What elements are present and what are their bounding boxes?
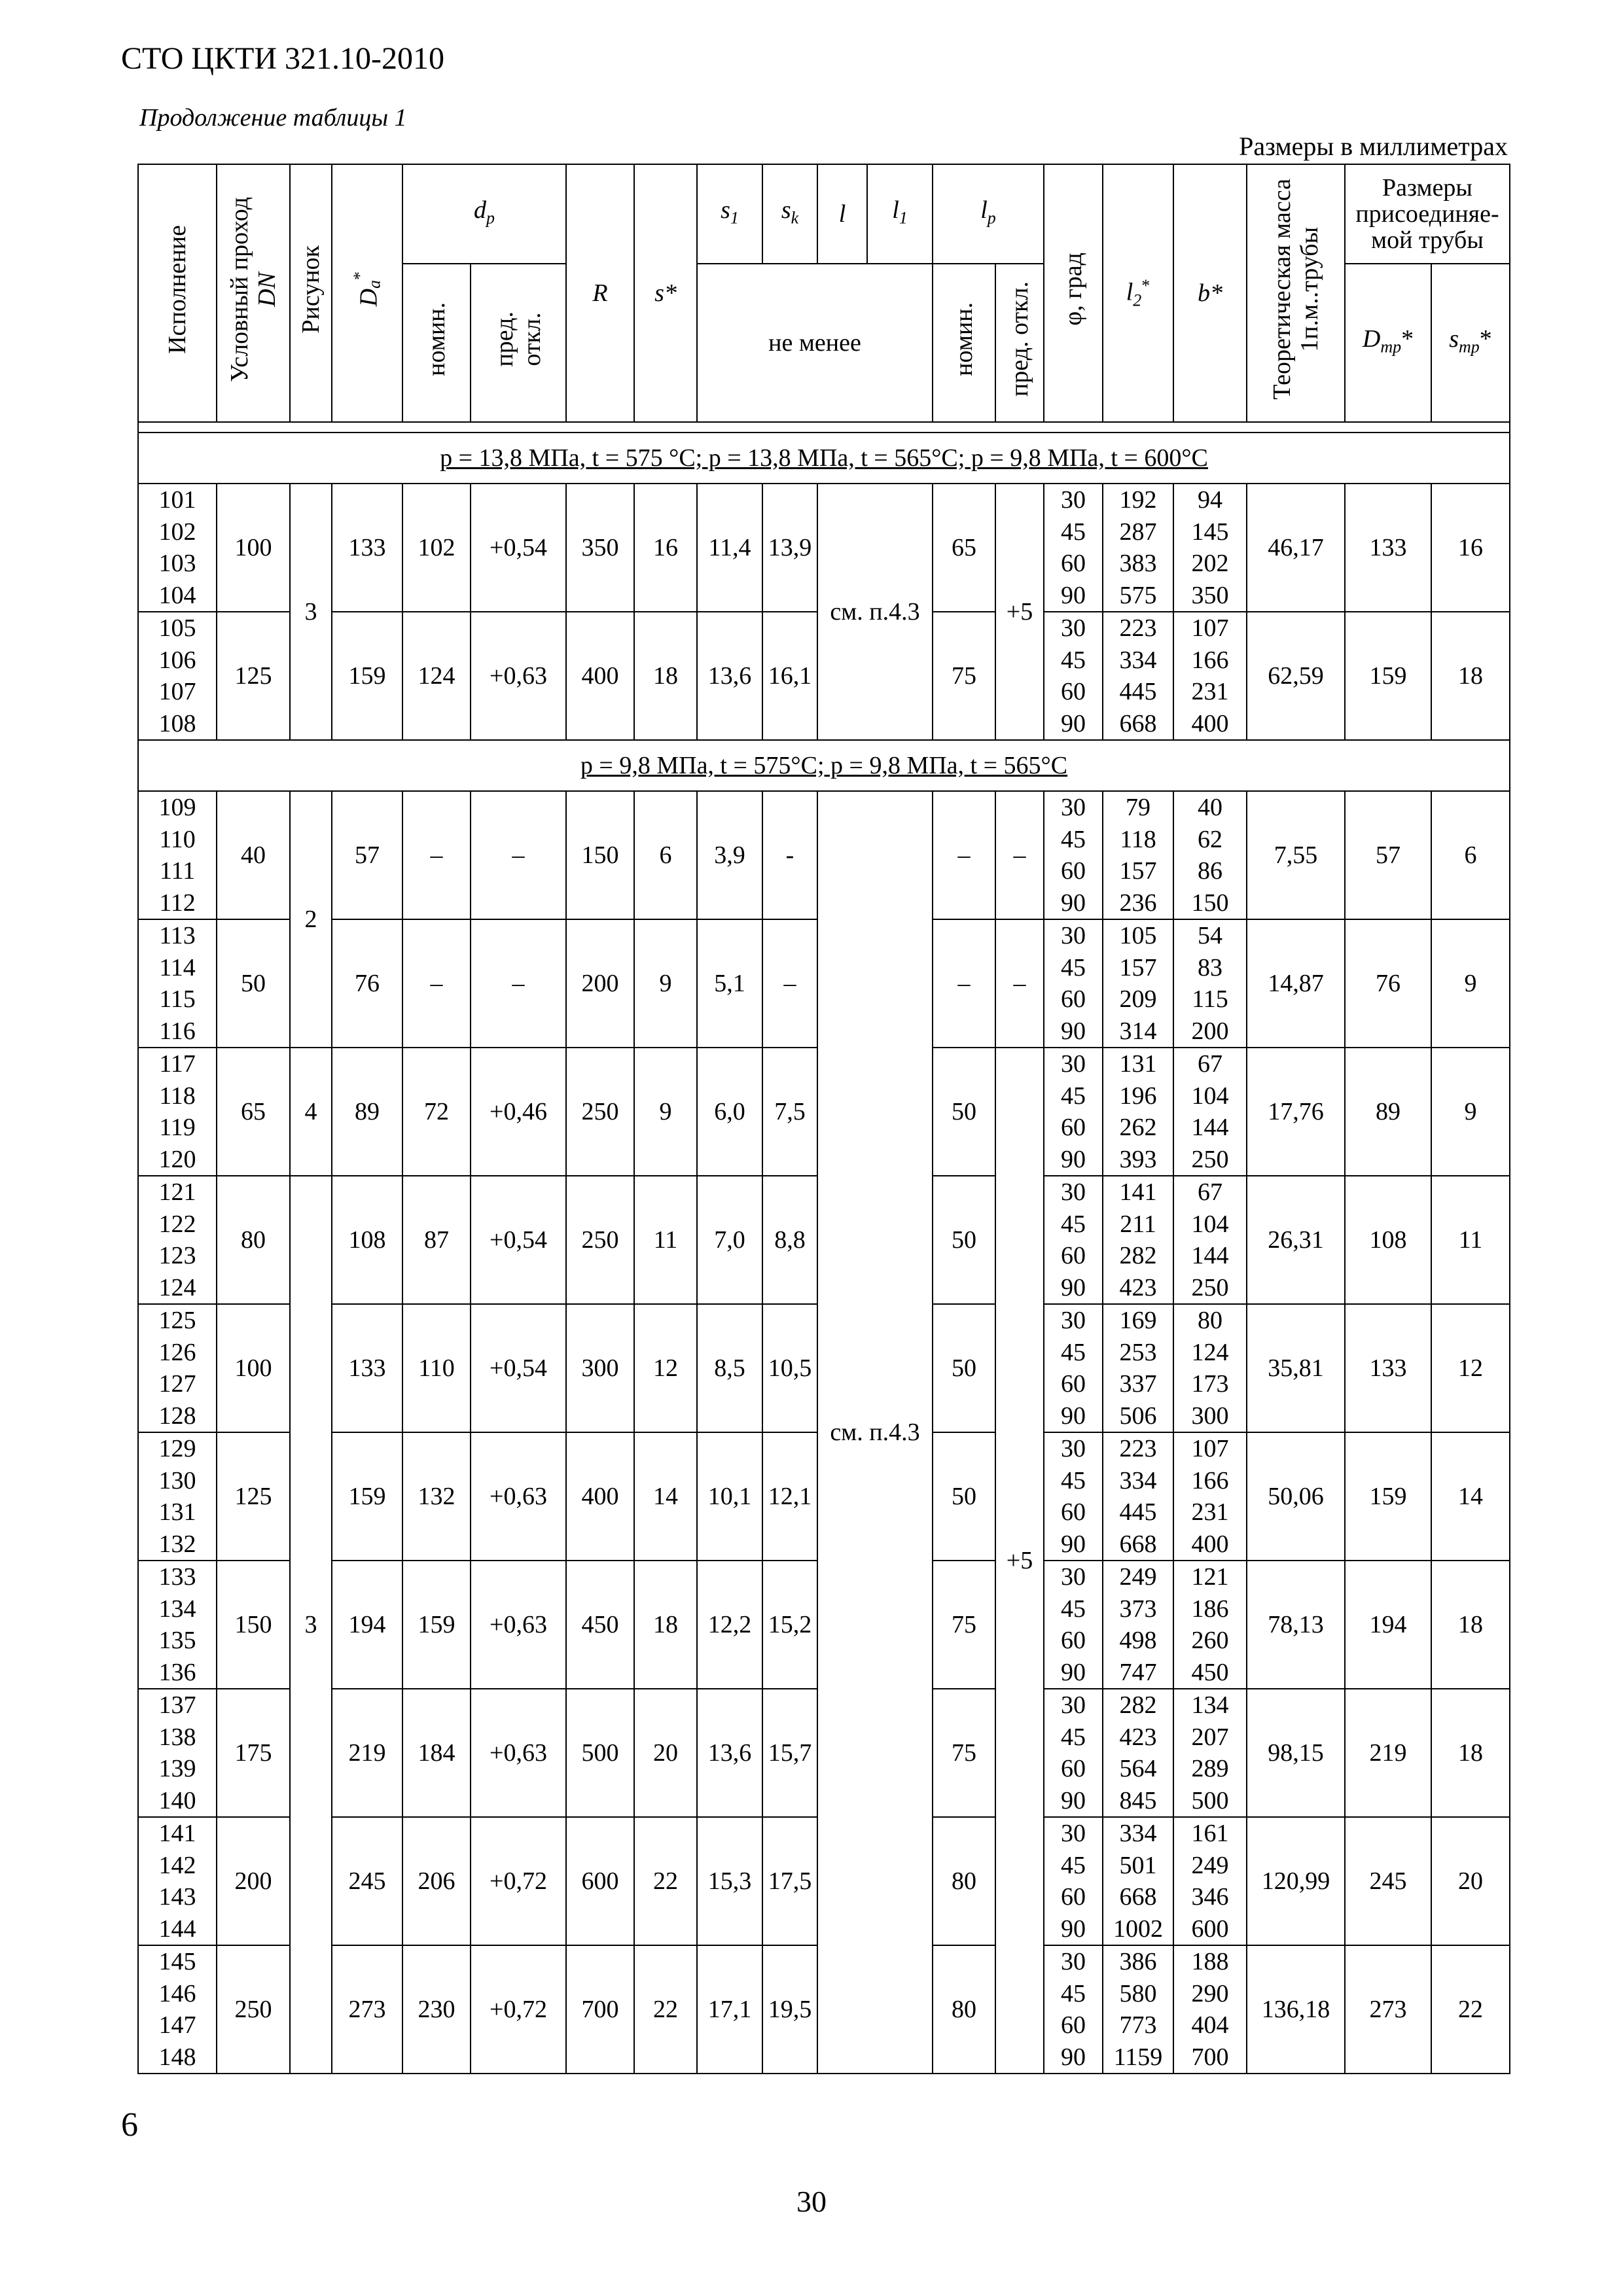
col-lp-dev: пред. откл. (995, 264, 1044, 422)
dn-cell: 150 (217, 1561, 290, 1689)
col-l1: $l_1$ (867, 164, 933, 264)
col-lp: $l_p$ (933, 164, 1044, 264)
str-cell: 22 (1431, 1945, 1510, 2074)
str-cell: 18 (1431, 1561, 1510, 1689)
phi-cell: 30 45 60 90 (1044, 1689, 1103, 1817)
l2-cell: 334 501 668 1002 (1103, 1817, 1173, 1945)
dp-dev-cell: +0,54 (471, 1304, 566, 1432)
dp-dev-cell: +0,63 (471, 1689, 566, 1817)
b-cell: 94 145 202 350 (1173, 484, 1247, 612)
b-cell: 134 207 289 500 (1173, 1689, 1247, 1817)
dn-cell: 125 (217, 612, 290, 740)
mass-cell: 50,06 (1247, 1432, 1345, 1561)
col-figure: Рисунок (290, 164, 332, 422)
mass-cell: 7,55 (1247, 791, 1345, 919)
dp-dev-cell: +0,54 (471, 484, 566, 612)
col-s: s* (634, 164, 697, 422)
mass-cell: 46,17 (1247, 484, 1345, 612)
b-cell: 161 249 346 600 (1173, 1817, 1247, 1945)
col-phi: φ, град (1044, 164, 1103, 422)
sk-cell: 15,7 (762, 1689, 817, 1817)
mass-cell: 98,15 (1247, 1689, 1345, 1817)
l2-cell: 282 423 564 845 (1103, 1689, 1173, 1817)
figure-cell: 3 (290, 1176, 332, 2074)
dtr-cell: 57 (1345, 791, 1431, 919)
dn-cell: 50 (217, 919, 290, 1048)
dp-dev-cell: – (471, 919, 566, 1048)
da-cell: 133 (332, 484, 402, 612)
mass-cell: 136,18 (1247, 1945, 1345, 2074)
str-cell: 11 (1431, 1176, 1510, 1304)
dp-dev-cell: +0,63 (471, 1561, 566, 1689)
l2-cell: 169 253 337 506 (1103, 1304, 1173, 1432)
da-cell: 219 (332, 1689, 402, 1817)
dp-dev-cell: +0,54 (471, 1176, 566, 1304)
page-number: 30 (796, 2185, 827, 2218)
sk-cell: 16,1 (762, 612, 817, 740)
da-cell: 108 (332, 1176, 402, 1304)
lp-cell: 80 (933, 1817, 995, 1945)
r-cell: 150 (566, 791, 634, 919)
dn-cell: 80 (217, 1176, 290, 1304)
b-cell: 40 62 86 150 (1173, 791, 1247, 919)
section-2-title-row (138, 740, 1510, 791)
dp-nom-cell: 110 (402, 1304, 471, 1432)
section-1-title-row (138, 433, 1510, 484)
mass-cell: 26,31 (1247, 1176, 1345, 1304)
sk-cell: 8,8 (762, 1176, 817, 1304)
dp-nom-cell: 159 (402, 1561, 471, 1689)
phi-cell: 30 45 60 90 (1044, 919, 1103, 1048)
col-dp-dev: пред. откл. (471, 264, 566, 422)
dp-nom-cell: 102 (402, 484, 471, 612)
execution-cell: 101 102 103 104 (138, 484, 217, 612)
b-cell: 67 104 144 250 (1173, 1048, 1247, 1176)
dp-dev-cell: – (471, 791, 566, 919)
dp-nom-cell: 132 (402, 1432, 471, 1561)
mass-cell: 120,99 (1247, 1817, 1345, 1945)
r-cell: 250 (566, 1176, 634, 1304)
str-cell: 12 (1431, 1304, 1510, 1432)
mass-cell: 78,13 (1247, 1561, 1345, 1689)
sk-cell: - (762, 791, 817, 919)
dtr-cell: 76 (1345, 919, 1431, 1048)
col-l: l (817, 164, 867, 264)
execution-cell: 105 106 107 108 (138, 612, 217, 740)
s1-cell: 5,1 (697, 919, 762, 1048)
execution-cell: 133 134 135 136 (138, 1561, 217, 1689)
da-cell: 159 (332, 1432, 402, 1561)
col-dtr: $D_{тр}*$ (1345, 264, 1431, 422)
units-note: Размеры в миллиметрах (1239, 132, 1508, 161)
s1-cell: 15,3 (697, 1817, 762, 1945)
da-cell: 273 (332, 1945, 402, 2074)
dimensions-table (137, 164, 1510, 2074)
dtr-cell: 194 (1345, 1561, 1431, 1689)
col-mass: Теоретическая масса 1п.м..трубы (1247, 164, 1345, 422)
dtr-cell: 245 (1345, 1817, 1431, 1945)
dtr-cell: 273 (1345, 1945, 1431, 2074)
dp-dev-cell: +0,72 (471, 1817, 566, 1945)
dn-cell: 100 (217, 1304, 290, 1432)
execution-cell: 117 118 119 120 (138, 1048, 217, 1176)
b-cell: 107 166 231 400 (1173, 612, 1247, 740)
col-dp: $d_p$ (402, 164, 566, 264)
s1-cell: 12,2 (697, 1561, 762, 1689)
l2-cell: 79 118 157 236 (1103, 791, 1173, 919)
da-cell: 89 (332, 1048, 402, 1176)
execution-cell: 129 130 131 132 (138, 1432, 217, 1561)
sk-cell: 7,5 (762, 1048, 817, 1176)
phi-cell: 30 45 60 90 (1044, 1048, 1103, 1176)
dp-nom-cell: 87 (402, 1176, 471, 1304)
r-cell: 600 (566, 1817, 634, 1945)
dtr-cell: 108 (1345, 1176, 1431, 1304)
lp-cell: 75 (933, 1561, 995, 1689)
s-cell: 18 (634, 612, 697, 740)
dtr-cell: 133 (1345, 484, 1431, 612)
page-side-number: 6 (121, 2106, 138, 2144)
s-cell: 12 (634, 1304, 697, 1432)
r-cell: 300 (566, 1304, 634, 1432)
dn-cell: 65 (217, 1048, 290, 1176)
b-cell: 121 186 260 450 (1173, 1561, 1247, 1689)
lp-cell: 75 (933, 612, 995, 740)
execution-cell: 125 126 127 128 (138, 1304, 217, 1432)
dtr-cell: 89 (1345, 1048, 1431, 1176)
s1-cell: 3,9 (697, 791, 762, 919)
lp-cell: 50 (933, 1432, 995, 1561)
sk-cell: 17,5 (762, 1817, 817, 1945)
b-cell: 107 166 231 400 (1173, 1432, 1247, 1561)
dp-dev-cell: +0,72 (471, 1945, 566, 2074)
da-cell: 159 (332, 612, 402, 740)
col-execution: Исполнение (138, 164, 217, 422)
l2-cell: 223 334 445 668 (1103, 612, 1173, 740)
str-cell: 16 (1431, 484, 1510, 612)
dp-nom-cell: – (402, 791, 471, 919)
col-pipe: Размеры присоединяе-мой трубы (1345, 164, 1510, 264)
r-cell: 350 (566, 484, 634, 612)
s1-cell: 6,0 (697, 1048, 762, 1176)
sk-cell: 10,5 (762, 1304, 817, 1432)
dn-cell: 100 (217, 484, 290, 612)
str-cell: 9 (1431, 1048, 1510, 1176)
see-note-cell: см. п.4.3 (817, 791, 933, 2074)
dp-nom-cell: 184 (402, 1689, 471, 1817)
da-cell: 194 (332, 1561, 402, 1689)
execution-cell: 145 146 147 148 (138, 1945, 217, 2074)
s1-cell: 13,6 (697, 612, 762, 740)
phi-cell: 30 45 60 90 (1044, 1432, 1103, 1561)
str-cell: 14 (1431, 1432, 1510, 1561)
col-sk: $s_k$ (762, 164, 817, 264)
dp-nom-cell: 72 (402, 1048, 471, 1176)
str-cell: 9 (1431, 919, 1510, 1048)
da-cell: 245 (332, 1817, 402, 1945)
col-s1: $s_1$ (697, 164, 762, 264)
s-cell: 16 (634, 484, 697, 612)
s-cell: 22 (634, 1817, 697, 1945)
dp-nom-cell: 230 (402, 1945, 471, 2074)
s1-cell: 13,6 (697, 1689, 762, 1817)
lp-cell: 75 (933, 1689, 995, 1817)
execution-cell: 113 114 115 116 (138, 919, 217, 1048)
dp-dev-cell: +0,46 (471, 1048, 566, 1176)
lp-dev-cell: +5 (995, 484, 1044, 740)
dn-cell: 125 (217, 1432, 290, 1561)
s1-cell: 17,1 (697, 1945, 762, 2074)
sk-cell: – (762, 919, 817, 1048)
l2-cell: 105 157 209 314 (1103, 919, 1173, 1048)
r-cell: 200 (566, 919, 634, 1048)
see-note-cell: см. п.4.3 (817, 484, 933, 740)
phi-cell: 30 45 60 90 (1044, 1176, 1103, 1304)
b-cell: 67 104 144 250 (1173, 1176, 1247, 1304)
dp-dev-cell: +0,63 (471, 612, 566, 740)
dn-cell: 40 (217, 791, 290, 919)
r-cell: 400 (566, 612, 634, 740)
lp-cell: 50 (933, 1176, 995, 1304)
b-cell: 80 124 173 300 (1173, 1304, 1247, 1432)
execution-cell: 137 138 139 140 (138, 1689, 217, 1817)
dtr-cell: 219 (1345, 1689, 1431, 1817)
dp-nom-cell: 124 (402, 612, 471, 740)
phi-cell: 30 45 60 90 (1044, 612, 1103, 740)
s-cell: 18 (634, 1561, 697, 1689)
s1-cell: 10,1 (697, 1432, 762, 1561)
lp-cell: – (933, 791, 995, 919)
s-cell: 14 (634, 1432, 697, 1561)
s1-cell: 11,4 (697, 484, 762, 612)
col-lp-nom: номин. (933, 264, 995, 422)
dn-cell: 200 (217, 1817, 290, 1945)
dn-cell: 250 (217, 1945, 290, 2074)
l2-cell: 131 196 262 393 (1103, 1048, 1173, 1176)
sk-cell: 19,5 (762, 1945, 817, 2074)
lp-cell: 50 (933, 1048, 995, 1176)
figure-cell: 4 (290, 1048, 332, 1176)
da-cell: 76 (332, 919, 402, 1048)
dp-dev-cell: +0,63 (471, 1432, 566, 1561)
s1-cell: 7,0 (697, 1176, 762, 1304)
str-cell: 20 (1431, 1817, 1510, 1945)
l2-cell: 141 211 282 423 (1103, 1176, 1173, 1304)
lp-dev-cell: – (995, 919, 1044, 1048)
sk-cell: 12,1 (762, 1432, 817, 1561)
mass-cell: 62,59 (1247, 612, 1345, 740)
section-1-title: p = 13,8 МПа, t = 575 °C; p = 13,8 МПа, t = 565°C; p = 9,8 МПа, t = 600°C (138, 433, 1510, 484)
str-cell: 18 (1431, 612, 1510, 740)
mass-cell: 35,81 (1247, 1304, 1345, 1432)
str-cell: 18 (1431, 1689, 1510, 1817)
execution-cell: 121 122 123 124 (138, 1176, 217, 1304)
col-da: $D_a^*$ (332, 164, 402, 422)
lp-cell: 50 (933, 1304, 995, 1432)
s-cell: 22 (634, 1945, 697, 2074)
col-b: b* (1173, 164, 1247, 422)
s-cell: 6 (634, 791, 697, 919)
figure-cell: 3 (290, 484, 332, 740)
sk-cell: 15,2 (762, 1561, 817, 1689)
r-cell: 500 (566, 1689, 634, 1817)
phi-cell: 30 45 60 90 (1044, 484, 1103, 612)
l2-cell: 223 334 445 668 (1103, 1432, 1173, 1561)
s-cell: 9 (634, 919, 697, 1048)
lp-cell: 65 (933, 484, 995, 612)
section-2-title: p = 9,8 МПа, t = 575°C; p = 9,8 МПа, t = 565°C (138, 740, 1510, 791)
b-cell: 188 290 404 700 (1173, 1945, 1247, 2074)
execution-cell: 141 142 143 144 (138, 1817, 217, 1945)
dtr-cell: 133 (1345, 1304, 1431, 1432)
str-cell: 6 (1431, 791, 1510, 919)
lp-cell: 80 (933, 1945, 995, 2074)
sk-cell: 13,9 (762, 484, 817, 612)
lp-cell: – (933, 919, 995, 1048)
phi-cell: 30 45 60 90 (1044, 1945, 1103, 2074)
s-cell: 9 (634, 1048, 697, 1176)
phi-cell: 30 45 60 90 (1044, 1561, 1103, 1689)
r-cell: 400 (566, 1432, 634, 1561)
table-row (138, 791, 1510, 919)
phi-cell: 30 45 60 90 (1044, 791, 1103, 919)
r-cell: 450 (566, 1561, 634, 1689)
r-cell: 700 (566, 1945, 634, 2074)
col-dp-nom: номин. (402, 264, 471, 422)
l2-cell: 249 373 498 747 (1103, 1561, 1173, 1689)
dp-nom-cell: 206 (402, 1817, 471, 1945)
l2-cell: 386 580 773 1159 (1103, 1945, 1173, 2074)
figure-cell: 2 (290, 791, 332, 1048)
s1-cell: 8,5 (697, 1304, 762, 1432)
table-continuation-caption: Продолжение таблицы 1 (139, 104, 407, 132)
r-cell: 250 (566, 1048, 634, 1176)
col-dn: Условный проход DN (217, 164, 290, 422)
table-row (138, 484, 1510, 612)
da-cell: 133 (332, 1304, 402, 1432)
dp-nom-cell: – (402, 919, 471, 1048)
lp-dev-cell: – (995, 791, 1044, 919)
lp-dev-cell: +5 (995, 1048, 1044, 2074)
execution-cell: 109 110 111 112 (138, 791, 217, 919)
phi-cell: 30 45 60 90 (1044, 1304, 1103, 1432)
dtr-cell: 159 (1345, 612, 1431, 740)
l2-cell: 192 287 383 575 (1103, 484, 1173, 612)
document-code: СТО ЦКТИ 321.10-2010 (121, 41, 445, 76)
phi-cell: 30 45 60 90 (1044, 1817, 1103, 1945)
s-cell: 11 (634, 1176, 697, 1304)
col-str: $s_{тр}*$ (1431, 264, 1510, 422)
dn-cell: 175 (217, 1689, 290, 1817)
col-l2: $l_2^*$ (1103, 164, 1173, 422)
mass-cell: 17,76 (1247, 1048, 1345, 1176)
col-not-less: не менее (697, 264, 933, 422)
da-cell: 57 (332, 791, 402, 919)
col-r: R (566, 164, 634, 422)
mass-cell: 14,87 (1247, 919, 1345, 1048)
header-row-1 (138, 164, 1510, 264)
s-cell: 20 (634, 1689, 697, 1817)
b-cell: 54 83 115 200 (1173, 919, 1247, 1048)
dtr-cell: 159 (1345, 1432, 1431, 1561)
